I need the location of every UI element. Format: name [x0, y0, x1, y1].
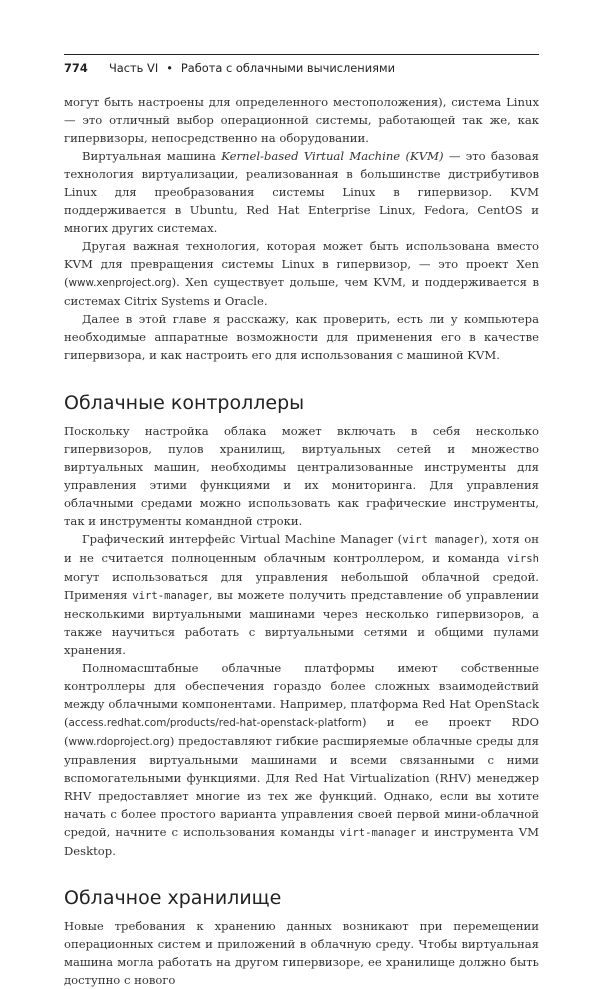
text-run: и инструмента VM Desktop. — [64, 825, 539, 858]
code-virsh: virsh — [507, 553, 539, 565]
paragraph — [64, 659, 539, 860]
paragraph: могут быть настроены для определенного местоположения), система Linux — это отличный выбор операционной системы, работающей так же, как гипервизоры, непосредственно на оборудовании. — [64, 95, 539, 145]
text-run: могут использоваться для управления небольшой облачной средой. Применяя — [64, 570, 539, 602]
section-controllers — [64, 422, 539, 860]
book-page — [64, 54, 539, 989]
part-label: Часть VI — [109, 61, 159, 75]
code-virt-manager: virt-manager — [132, 590, 209, 602]
bullet-separator: • — [166, 61, 173, 75]
text-run: ). Xen существует дольше, чем KVM, и поддерживается в системах Citrix Systems и Oracle. — [64, 275, 539, 308]
text-run: Графический интерфейс Virtual Machine Manager ( — [82, 532, 403, 546]
text-run: Другая важная технология, которая может быть использована вместо KVM для превращения системы Linux в гипервизор, — это проект Xen ( — [64, 239, 539, 289]
text-run: Полномасштабные облачные платформы имеют собственные контроллеры для обеспечения гораздо более сложных взаимодействий между облачными компонентами. Например, платформа Red Hat OpenStack ( — [64, 661, 539, 729]
url-rdoproject: www.rdoproject.org — [68, 736, 170, 748]
emphasis-kvm: Kernel-based Virtual Machine (KVM) — [221, 149, 444, 163]
url-redhat-openstack: access.redhat.com/products/red-hat-openstack-platform — [68, 717, 362, 729]
running-head — [64, 60, 539, 76]
section-heading-cloud-controllers: Облачные контроллеры — [64, 392, 305, 414]
paragraph — [64, 530, 539, 659]
text-run: ), хотя он и не считается полноценным облачным контроллером, и команда — [64, 532, 539, 565]
paragraph — [64, 147, 539, 237]
section-heading-cloud-storage: Облачное хранилище — [64, 887, 282, 909]
text-run: Виртуальная машина — [82, 149, 222, 163]
text-run: ) предоставляют гибкие расширяемые облачные среды для управления виртуальными машинами и всеми связанными с ними вспомогательными функциями. Для Red Hat Virtualization (RHV) менеджер RHV предоставляет многие из тех же функций. Однако, если вы хотите начать с более простого варианта управления своей первой мини-облачной средой, начните с использования команды — [64, 734, 539, 839]
code-virt-manager: virt manager — [402, 534, 480, 546]
url-xenproject: www.xenproject.org — [68, 277, 172, 289]
section-storage — [64, 917, 539, 989]
text-run: ) и ее проект RDO ( — [64, 715, 539, 748]
paragraph — [64, 237, 539, 310]
part-title: Работа с облачными вычислениями — [180, 61, 395, 75]
paragraph: Далее в этой главе я расскажу, как проверить, есть ли у компьютера необходимые аппаратные возможности для применения его в качестве гипервизора, и как настроить его для использования с машиной KVM. — [64, 312, 539, 362]
paragraph: Новые требования к хранению данных возникают при перемещении операционных систем и приложений в облачную среду. Чтобы виртуальная машина могла работать на другом гипервизоре, ее хранилище должно быть доступно с нового — [64, 919, 539, 987]
header-rule — [64, 54, 539, 55]
text-run: — это базовая технология виртуализации, реализованная в большинстве дистрибутивов Linux для преобразования системы Linux в гипервизор. KVM поддерживается в Ubuntu, Red Hat Enterprise Linux, Fedora, CentOS и многих других системах. — [64, 149, 539, 235]
paragraph: Поскольку настройка облака может включать в себя несколько гипервизоров, пулов хранилищ, виртуальных сетей и множество виртуальных машин, необходимы централизованные инструменты для управления этими функциями и их мониторинга. Для управления облачными средами можно использовать как графические инструменты, так и инструменты командной строки. — [64, 424, 539, 528]
section-intro — [64, 93, 539, 364]
code-virt-manager: virt-manager — [339, 827, 417, 839]
page-number: 774 — [64, 61, 88, 75]
text-run: , вы можете получить представление об управлении несколькими виртуальными машинами через несколько гипервизоров, а также научиться работать с виртуальными сетями и общими пулами хранения. — [64, 588, 539, 657]
